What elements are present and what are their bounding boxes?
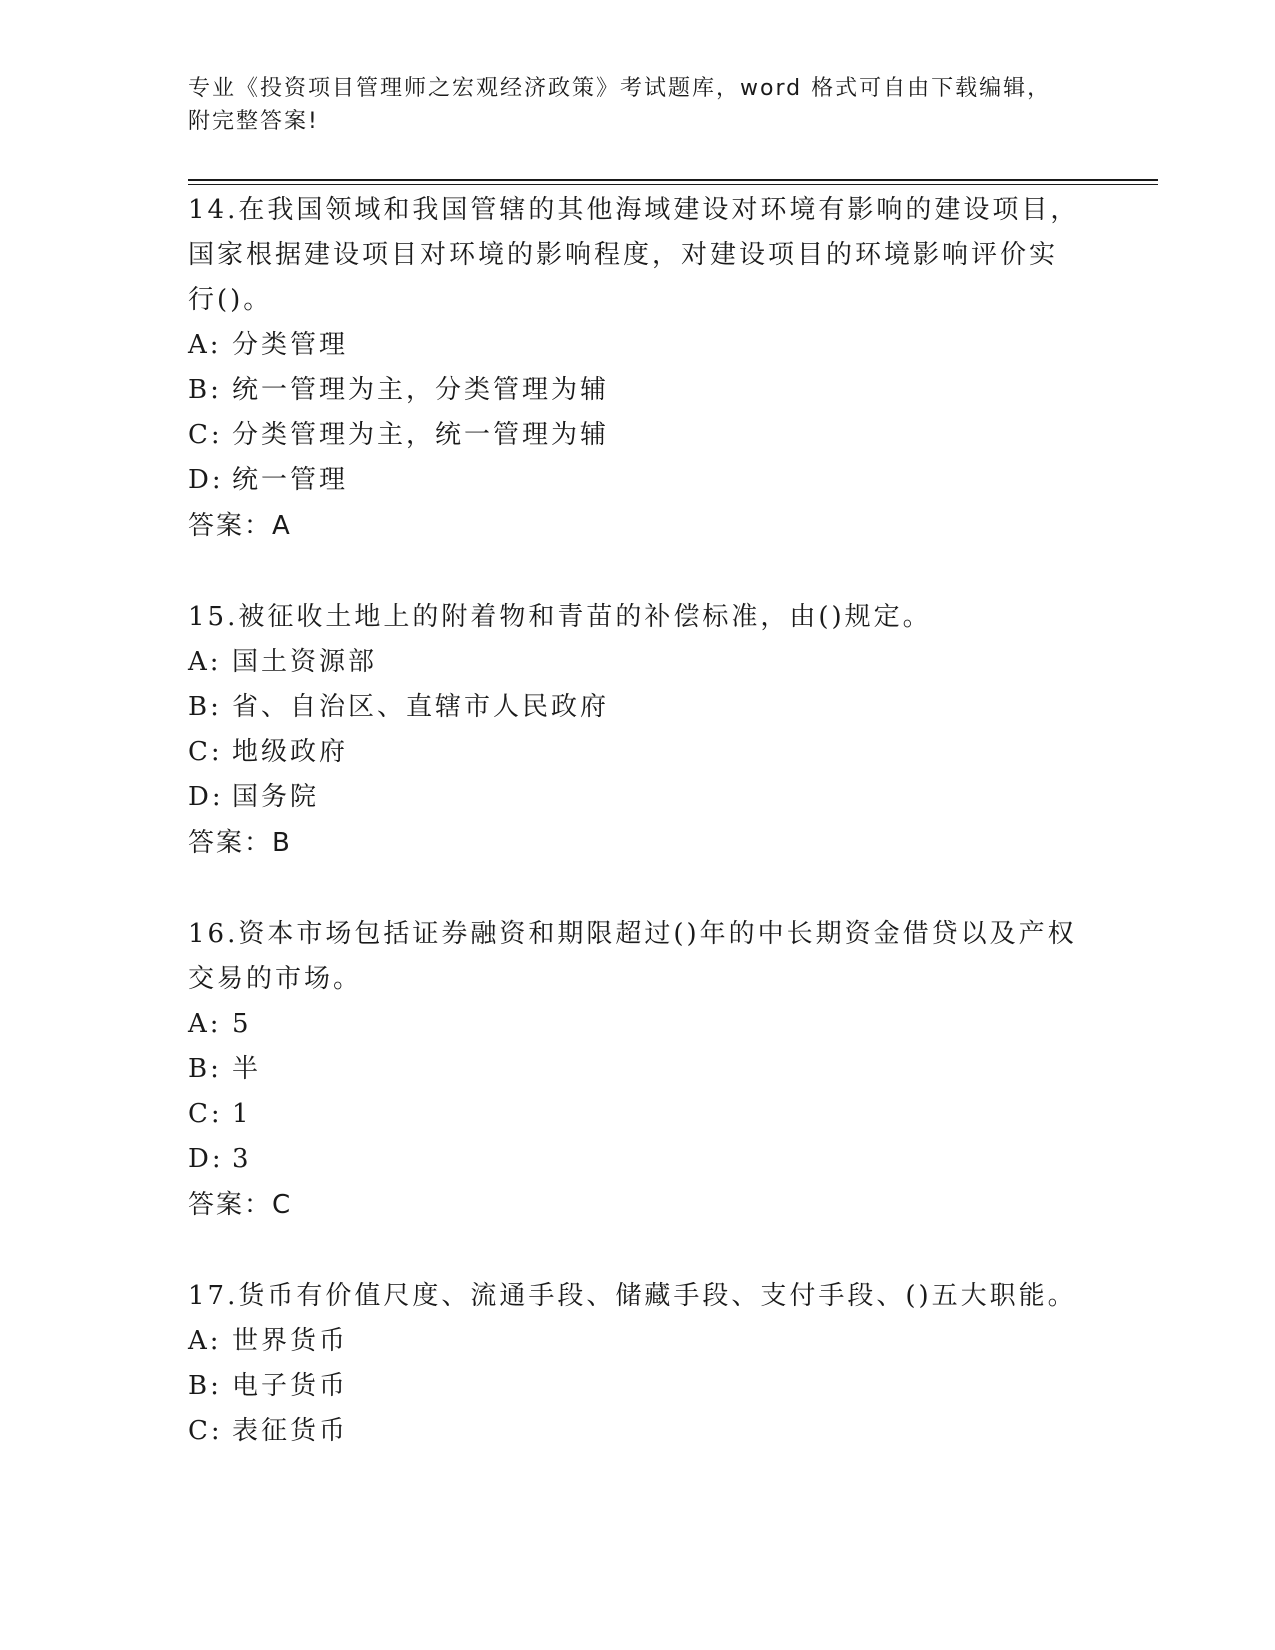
option-text: 国土资源部 xyxy=(232,647,378,677)
option-letter: B: xyxy=(188,1371,222,1401)
question-17 xyxy=(188,1274,1088,1454)
option-letter: A: xyxy=(188,330,222,360)
question-stem: 国家根据建设项目对环境的影响程度，对建设项目的环境影响评价实 xyxy=(188,240,1059,270)
option-c xyxy=(188,1409,1088,1454)
option-text: 省、自治区、直辖市人民政府 xyxy=(232,692,610,722)
answer: 答案：B xyxy=(188,828,292,858)
option-letter: A: xyxy=(188,1326,222,1356)
option-text: 1 xyxy=(232,1099,252,1129)
option-letter: B: xyxy=(188,1054,222,1084)
option-letter: C: xyxy=(188,1099,223,1129)
option-letter: C: xyxy=(188,1416,223,1446)
option-d xyxy=(188,1137,1088,1182)
header-divider-thick xyxy=(188,179,1158,181)
option-b xyxy=(188,1047,1088,1092)
option-c xyxy=(188,1092,1088,1137)
option-d xyxy=(188,775,1088,820)
header-line-2: 附完整答案! xyxy=(188,109,319,134)
header-divider-thin xyxy=(188,184,1158,185)
option-letter: D: xyxy=(188,782,224,812)
answer: 答案：A xyxy=(188,511,292,541)
option-b xyxy=(188,368,1088,413)
option-letter: A: xyxy=(188,647,222,677)
option-letter: D: xyxy=(188,465,224,495)
question-stem: 行()。 xyxy=(188,285,273,315)
option-letter: B: xyxy=(188,375,222,405)
option-a xyxy=(188,640,1088,685)
option-a xyxy=(188,1002,1088,1047)
option-b xyxy=(188,685,1088,730)
option-letter: C: xyxy=(188,420,223,450)
option-letter: B: xyxy=(188,692,222,722)
question-stem: 17.货币有价值尺度、流通手段、储藏手段、支付手段、()五大职能。 xyxy=(188,1281,1077,1311)
option-text: 分类管理 xyxy=(232,330,349,360)
option-a xyxy=(188,323,1088,368)
option-text: 统一管理 xyxy=(232,465,349,495)
document-header xyxy=(188,72,1088,138)
option-letter: D: xyxy=(188,1144,224,1174)
header-line-1: 专业《投资项目管理师之宏观经济政策》考试题库，word 格式可自由下载编辑， xyxy=(188,76,1052,101)
option-c xyxy=(188,413,1088,458)
question-stem: 交易的市场。 xyxy=(188,964,363,994)
option-letter: C: xyxy=(188,737,223,767)
option-text: 半 xyxy=(232,1054,262,1084)
option-b xyxy=(188,1364,1088,1409)
option-c xyxy=(188,730,1088,775)
option-text: 地级政府 xyxy=(232,737,349,767)
option-text: 表征货币 xyxy=(232,1416,349,1446)
answer: 答案：C xyxy=(188,1190,293,1220)
option-text: 3 xyxy=(232,1144,252,1174)
question-16 xyxy=(188,912,1088,1228)
question-stem: 16.资本市场包括证券融资和期限超过()年的中长期资金借贷以及产权 xyxy=(188,919,1077,949)
option-text: 分类管理为主，统一管理为辅 xyxy=(232,420,610,450)
question-15 xyxy=(188,595,1088,866)
question-stem: 14.在我国领域和我国管辖的其他海域建设对环境有影响的建设项目， xyxy=(188,195,1080,225)
option-a xyxy=(188,1319,1088,1364)
option-text: 世界货币 xyxy=(232,1326,349,1356)
option-text: 国务院 xyxy=(232,782,320,812)
option-text: 统一管理为主，分类管理为辅 xyxy=(232,375,610,405)
option-text: 电子货币 xyxy=(232,1371,349,1401)
question-list xyxy=(188,188,1088,1500)
option-d xyxy=(188,458,1088,503)
option-letter: A: xyxy=(188,1009,222,1039)
question-14 xyxy=(188,188,1088,549)
question-stem: 15.被征收土地上的附着物和青苗的补偿标准，由()规定。 xyxy=(188,602,932,632)
option-text: 5 xyxy=(232,1009,252,1039)
